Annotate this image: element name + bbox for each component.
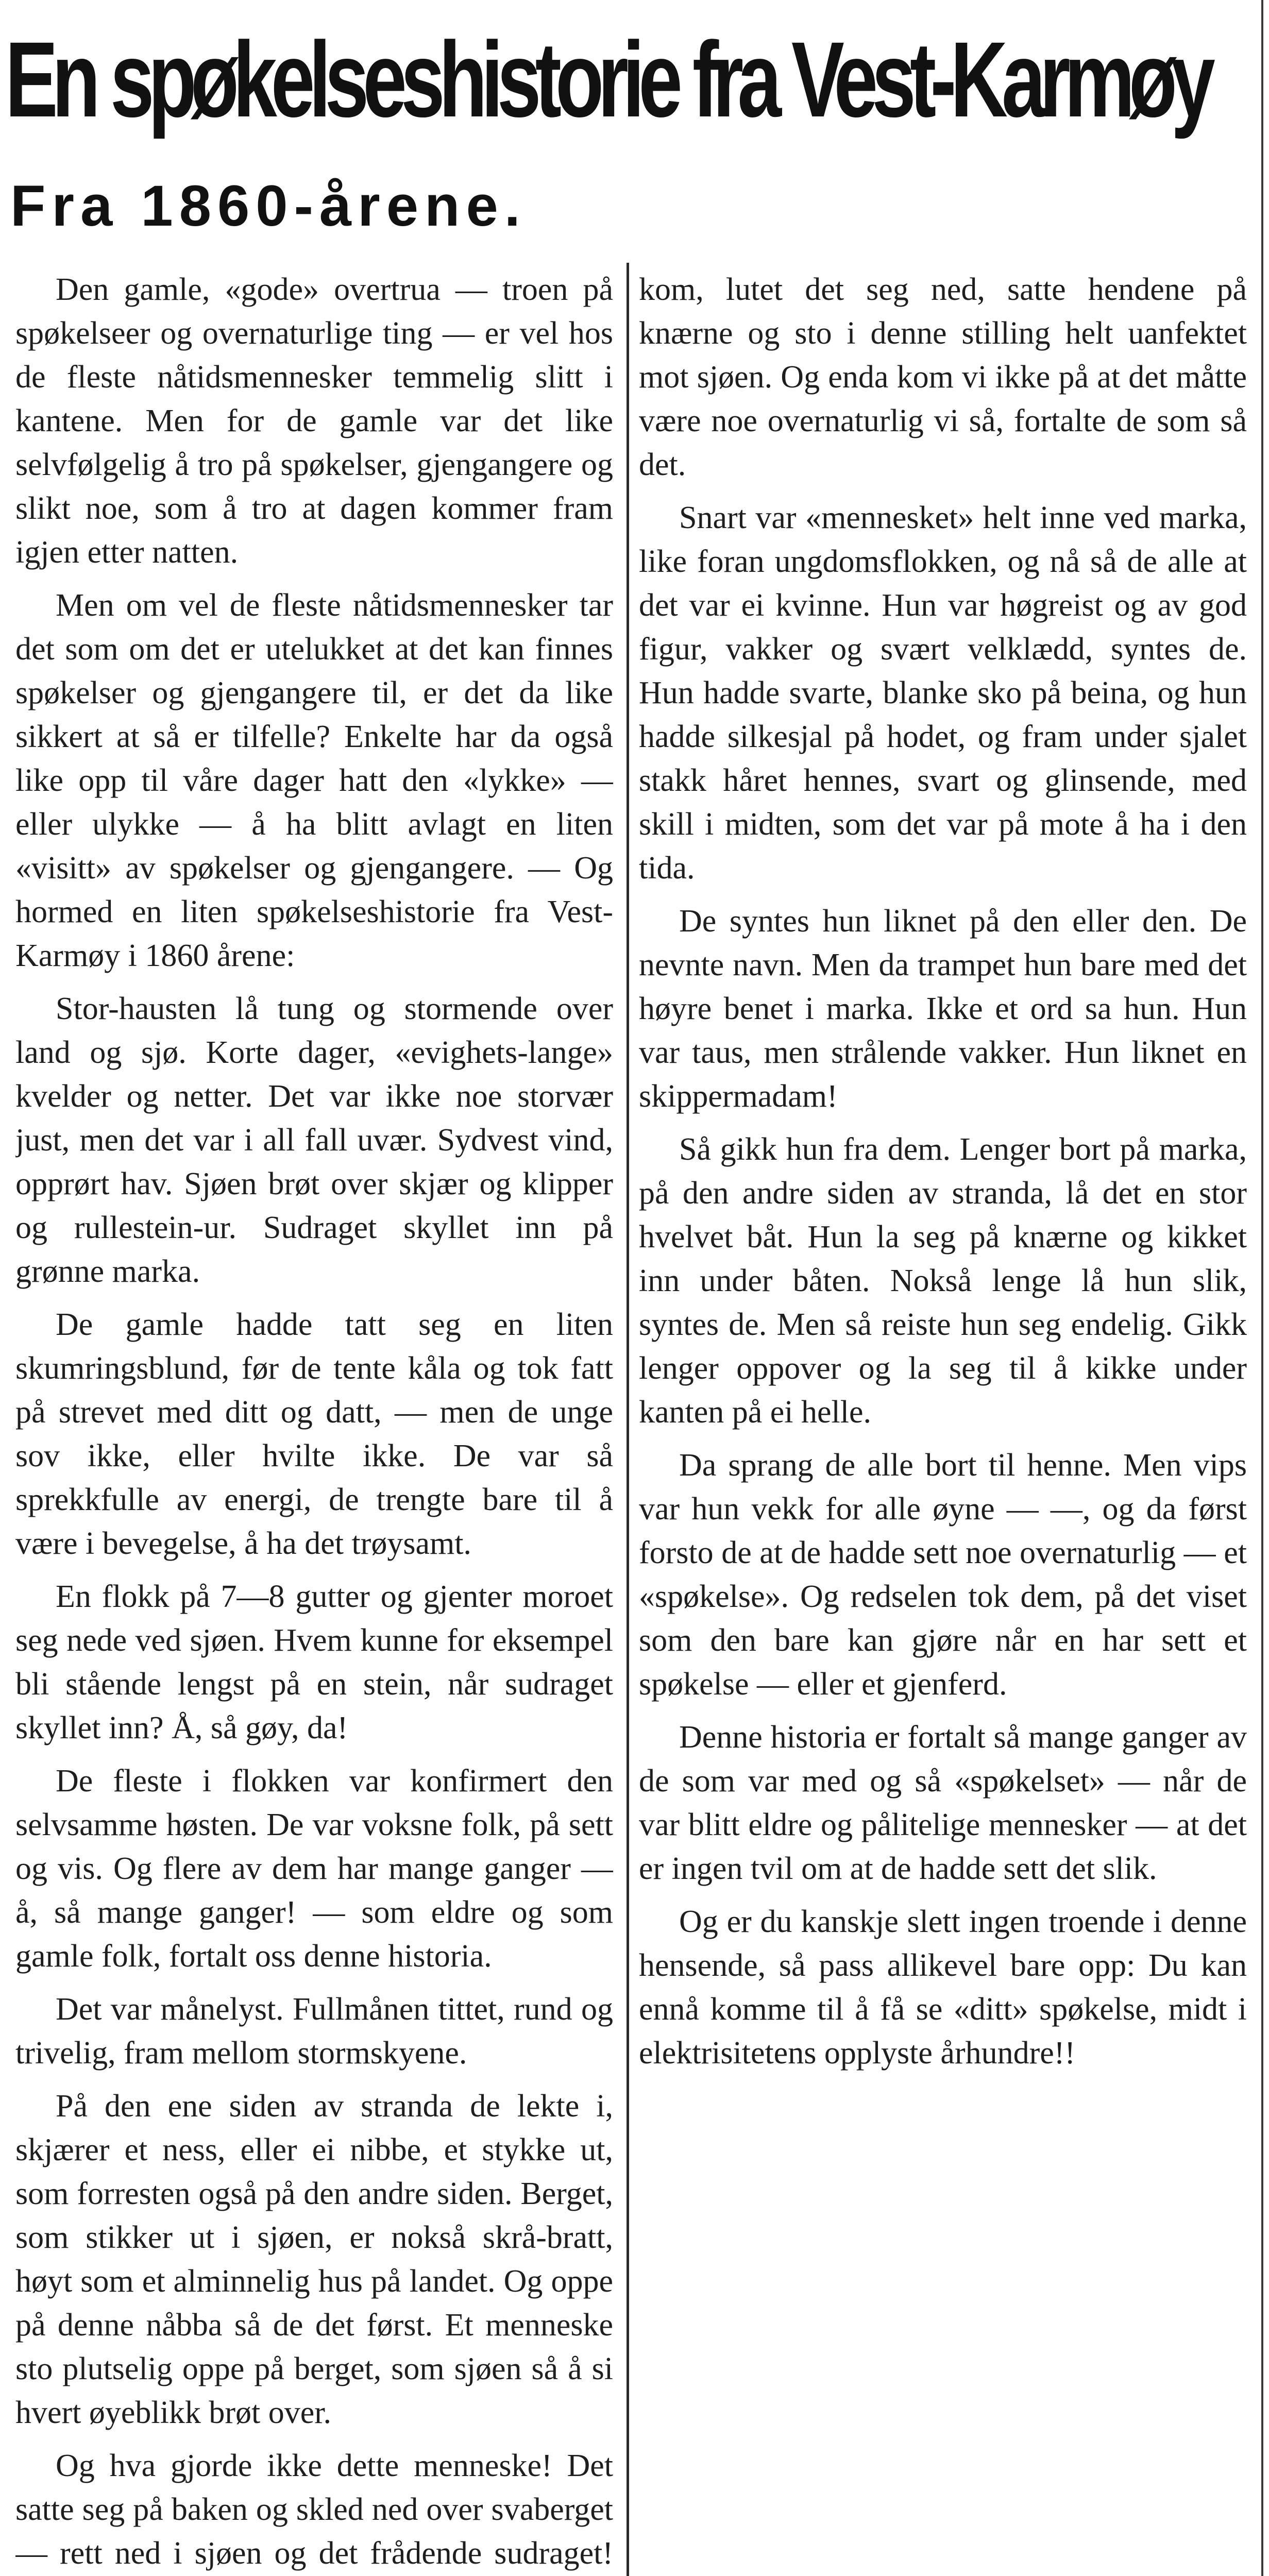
paragraph: De gamle hadde tatt seg en liten skumringsblund, før de tente kåla og tok fatt på strevet med ditt og datt, — men de unge sov ikke, eller hvilte ikke. De var så sprekkfulle av energi, de trengte bare til å være i bevegelse, å ha det trøysamt. xyxy=(15,1307,613,1561)
paragraph: De fleste i flokken var konfirmert den selvsamme høsten. De var voksne folk, på sett og vis. Og flere av dem har mange ganger — å, så mange ganger! — som eldre og som gamle folk, fortalt oss denne historia. xyxy=(15,1764,613,1974)
paragraph: Da sprang de alle bort til henne. Men vips var hun vekk for alle øyne — —, og da først forsto de at de hadde sett noe overnaturlig — et «spøkelse». Og redselen tok dem, på det viset som den bare kan gjøre når en har sett et spøkelse — eller et gjenferd. xyxy=(639,1448,1247,1702)
paragraph: Og er du kanskje slett ingen troende i denne hensende, så pass allikevel bare opp: Du kan ennå komme til å få se «ditt» spøkelse, midt i elektrisitetens opplyste århundre!! xyxy=(639,1904,1247,2071)
paragraph: Den gamle, «gode» overtrua — troen på spøkelseer og overnaturlige ting — er vel hos de fleste nåtidsmennesker temmelig slitt i kantene. Men for de gamle var det like selvfølgelig å tro på spøkelser, gjengangere og slikt noe, som å tro at dagen kommer fram igjen etter natten. xyxy=(15,272,613,570)
article-title: En spøkelseshistorie fra Vest-Karmøy xyxy=(5,20,1209,140)
right-border xyxy=(1261,0,1263,2576)
paragraph: På den ene siden av stranda de lekte i, skjærer et ness, eller ei nibbe, et stykke ut, som forresten også på den andre siden. Berget, som stikker ut i sjøen, er nokså skrå-bratt, høyt som et alminnelig hus på landet. Og oppe på denne nåbba så de det først. Et menneske sto plutselig oppe på berget, som sjøen så å si hvert øyeblikk brøt over. xyxy=(15,2089,613,2430)
article-subtitle: Fra 1860-årene. xyxy=(10,174,527,238)
paragraph: Det var månelyst. Fullmånen tittet, rund og trivelig, fram mellom stormskyene. xyxy=(15,1992,613,2071)
paragraph: Men om vel de fleste nåtidsmennesker tar det som om det er utelukket at det kan finnes spøkelser og gjengangere til, er det da like sikkert at så er tilfelle? Enkelte har da også like opp til våre dager hatt den «lykke» — eller ulykke — å ha blitt avlagt en liten «visitt» av spøkelser og gjengangere. — Og hormed en liten spøkelseshistorie fra Vest-Karmøy i 1860 årene: xyxy=(15,588,613,973)
left-column xyxy=(15,268,613,2576)
paragraph: Så gikk hun fra dem. Lenger bort på marka, på den andre siden av stranda, lå det en stor hvelvet båt. Hun la seg på knærne og kikket inn under båten. Nokså lenge lå hun slik, syntes de. Men så reiste hun seg endelig. Gikk lenger oppover og la seg til å kikke under kanten på ei helle. xyxy=(639,1132,1247,1430)
right-column xyxy=(639,268,1247,2576)
paragraph: De syntes hun liknet på den eller den. De nevnte navn. Men da trampet hun bare med det høyre benet i marka. Ikke et ord sa hun. Hun var taus, men strålende vakker. Hun liknet en skippermadam! xyxy=(639,904,1247,1114)
paragraph: Stor-hausten lå tung og stormende over land og sjø. Korte dager, «evighets-lange» kvelder og netter. Det var ikke noe storvær just, men det var i all fall uvær. Sydvest vind, opprørt hav. Sjøen brøt over skjær og klipper og rullestein-ur. Sudraget skyllet inn på grønne marka. xyxy=(15,991,613,1289)
paragraph: En flokk på 7—8 gutter og gjenter moroet seg nede ved sjøen. Hvem kunne for eksempel bli stående lengst på en stein, når sudraget skyllet inn? Å, så gøy, da! xyxy=(15,1579,613,1745)
column-divider xyxy=(627,263,629,2576)
paragraph: Snart var «mennesket» helt inne ved marka, like foran ungdomsflokken, og nå så de alle at det var ei kvinne. Hun var høgreist og av god figur, vakker og svært velklædd, syntes de. Hun hadde svarte, blanke sko på beina, og hun hadde silkesjal på hodet, og fram under sjalet stakk håret hennes, svart og glinsende, med skill i midten, som det var på mote å ha i den tida. xyxy=(639,500,1247,886)
paragraph: kom, lutet det seg ned, satte hendene på knærne og sto i denne stilling helt uanfektet mot sjøen. Og enda kom vi ikke på at det måtte være noe overnaturlig vi så, fortalte de som så det. xyxy=(639,272,1247,482)
paragraph: Denne historia er fortalt så mange ganger av de som var med og så «spøkelset» — når de var blitt eldre og pålitelige mennesker — at det er ingen tvil om at de hadde sett det slik. xyxy=(639,1720,1247,1886)
paragraph: Og hva gjorde ikke dette menneske! Det satte seg på baken og skled ned over svaberget — rett ned i sjøen og det frådende sudraget! xyxy=(15,2448,613,2571)
